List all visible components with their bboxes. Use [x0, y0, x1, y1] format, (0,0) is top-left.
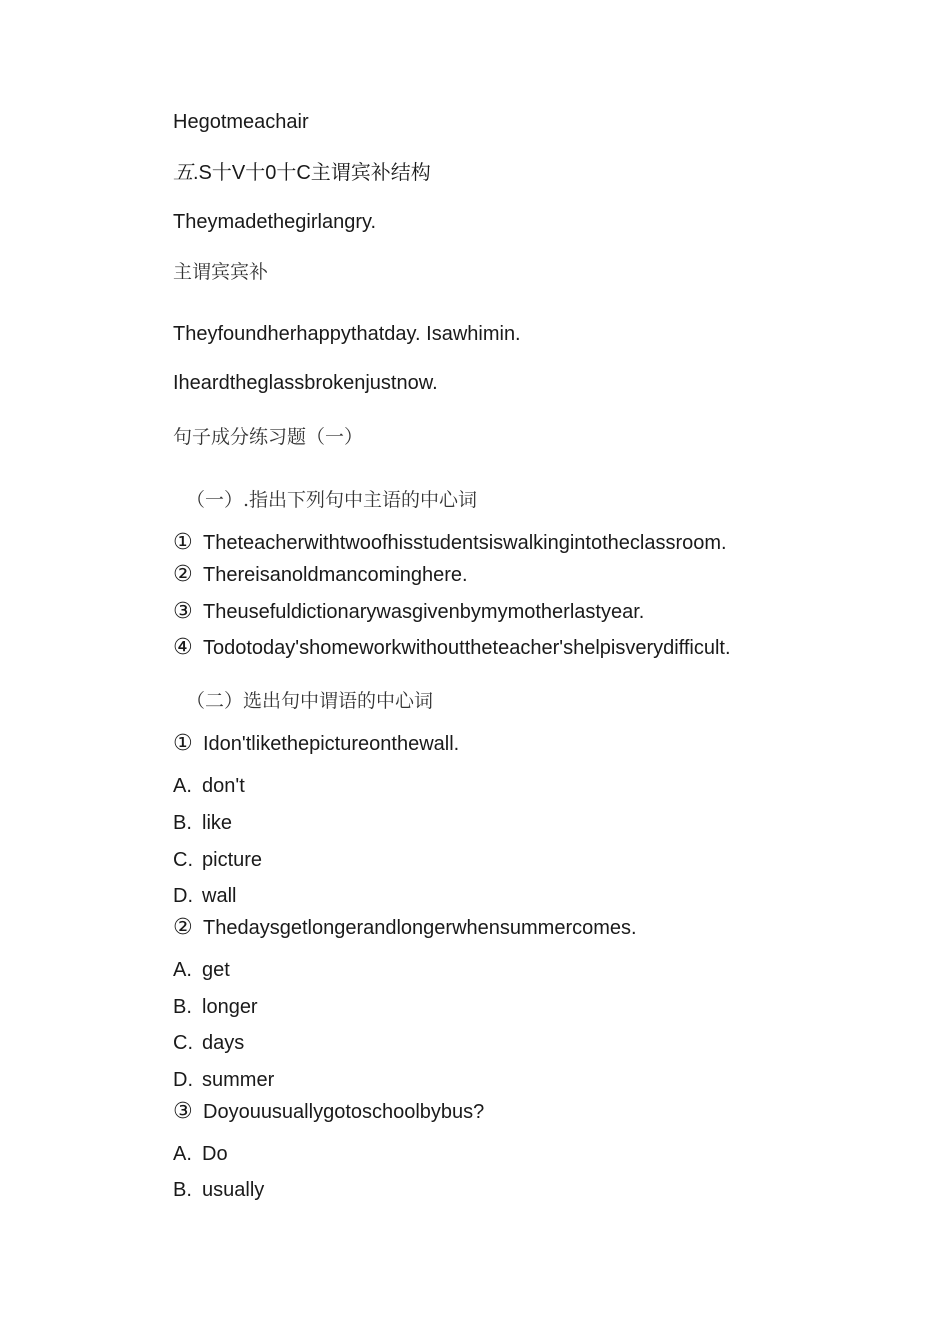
question-item	[173, 531, 727, 555]
option-a	[173, 1142, 228, 1166]
section-heading-five	[173, 160, 431, 185]
option-letter: C.	[173, 849, 193, 871]
option-b	[173, 811, 232, 835]
question-number: ③	[173, 599, 193, 624]
option-letter: D.	[173, 885, 193, 907]
option-text: picture	[202, 849, 263, 871]
option-text: days	[202, 1032, 245, 1054]
question-text: Todotoday'shomeworkwithouttheteacher'shelpisverydifficult.	[203, 637, 731, 659]
option-d	[173, 1068, 274, 1092]
question-item	[173, 732, 459, 756]
question-text: Thereisanoldmancominghere.	[203, 564, 468, 586]
question-number: ①	[173, 530, 193, 555]
option-a	[173, 958, 230, 982]
example-sentence: Theymadethegirlangry.	[173, 211, 377, 233]
option-letter: B.	[173, 996, 192, 1018]
option-letter: B.	[173, 812, 192, 834]
option-text: Do	[202, 1143, 228, 1165]
question-number: ①	[173, 731, 193, 756]
question-number: ②	[173, 915, 193, 940]
option-text: wall	[202, 885, 237, 907]
option-a	[173, 774, 245, 798]
option-text: summer	[202, 1069, 275, 1091]
option-c	[173, 848, 262, 872]
heading-numeral: 五	[173, 160, 193, 184]
section2-heading: （二）选出句中谓语的中心词	[186, 690, 434, 712]
option-letter: D.	[173, 1069, 193, 1091]
option-letter: C.	[173, 1032, 193, 1054]
option-text: usually	[202, 1179, 265, 1201]
option-text: like	[202, 812, 233, 834]
option-letter: A.	[173, 959, 192, 981]
option-b	[173, 995, 258, 1019]
text-line: Hegotmeachair	[173, 111, 309, 133]
question-number: ④	[173, 635, 193, 660]
option-text: longer	[202, 996, 258, 1018]
question-number: ③	[173, 1099, 193, 1124]
question-number: ②	[173, 562, 193, 587]
option-b	[173, 1178, 264, 1202]
example-sentence: Iheardtheglassbrokenjustnow.	[173, 372, 438, 394]
option-letter: A.	[173, 775, 192, 797]
question-item	[173, 1100, 484, 1124]
section1-heading: （一）.指出下列句中主语的中心词	[186, 489, 478, 511]
question-item	[173, 563, 468, 587]
option-letter: B.	[173, 1179, 192, 1201]
option-text: don't	[202, 775, 245, 797]
question-text: Theteacherwithtwoofhisstudentsiswalkingintotheclassroom.	[203, 532, 727, 554]
question-text: Theusefuldictionarywasgivenbymymotherlastyear.	[203, 601, 645, 623]
example-sentence: Theyfoundherhappythatday. Isawhimin.	[173, 323, 521, 345]
option-letter: A.	[173, 1143, 192, 1165]
question-text: Thedaysgetlongerandlongerwhensummercomes.	[203, 917, 637, 939]
option-c	[173, 1031, 244, 1055]
question-text: Idon'tlikethepictureonthewall.	[203, 733, 460, 755]
question-text: Doyouusuallygotoschoolbybus?	[203, 1101, 485, 1123]
option-d	[173, 884, 236, 908]
question-item	[173, 636, 731, 660]
heading-text: .S十V十0十C主谓宾补结构	[193, 162, 431, 184]
structure-label: 主谓宾宾补	[173, 261, 269, 283]
option-text: get	[202, 959, 230, 981]
question-item	[173, 600, 644, 624]
exercise-title: 句子成分练习题（一）	[173, 426, 364, 448]
question-item	[173, 916, 637, 940]
